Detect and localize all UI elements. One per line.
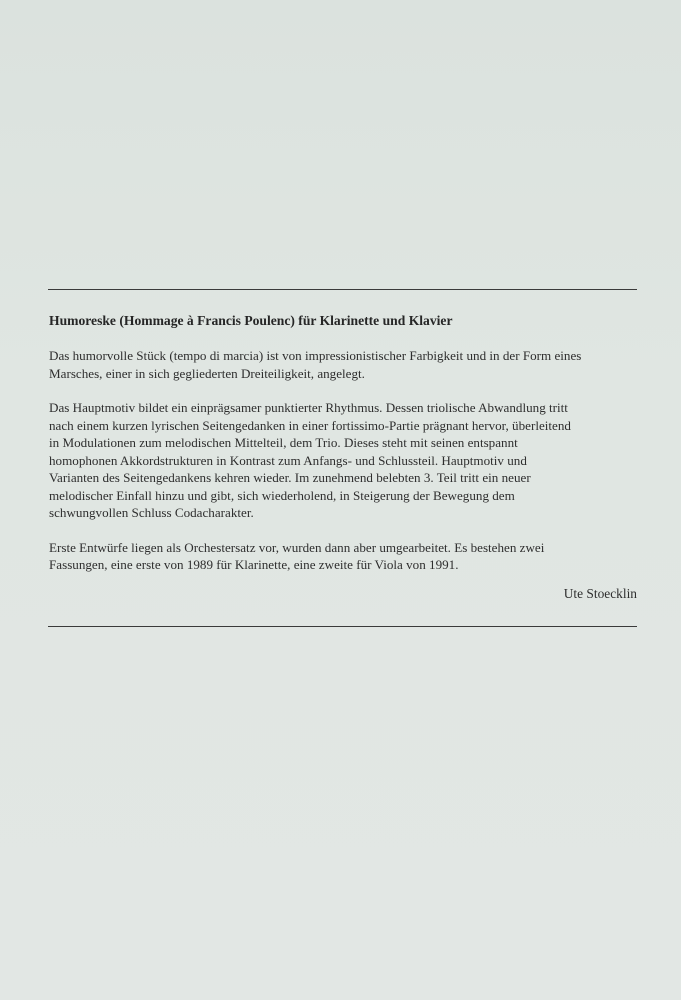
paragraph-line: Das humorvolle Stück (tempo di marcia) ist von impressionistischer Farbigkeit und in der Form eines (49, 348, 582, 363)
paragraph-line: Marsches, einer in sich gegliederten Dreiteiligkeit, angelegt. (49, 365, 365, 381)
paragraph-2 (49, 399, 639, 522)
paragraph-line: schwungvollen Schluss Codacharakter. (49, 505, 254, 520)
text-block (49, 312, 639, 591)
paragraph-1 (49, 347, 639, 382)
piece-title: Humoreske (Hommage à Francis Poulenc) für Klarinette und Klavier (49, 313, 453, 328)
bottom-divider (48, 626, 637, 627)
paragraph-line: Varianten des Seitengedankens kehren wieder. Im zunehmend belebten 3. Teil tritt ein neuer (49, 470, 531, 485)
paragraph-line: nach einem kurzen lyrischen Seitengedanken in einer fortissimo-Partie prägnant hervor, überleitend (49, 417, 571, 433)
author-signature: Ute Stoecklin (563, 586, 637, 601)
top-divider (48, 289, 637, 290)
paragraph-line: melodischer Einfall hinzu und gibt, sich wiederholend, in Steigerung der Bewegung dem (49, 487, 515, 503)
paragraph-line: Erste Entwürfe liegen als Orchestersatz vor, wurden dann aber umgearbeitet. Es bestehen zwei (49, 539, 545, 555)
paragraph-line: in Modulationen zum melodischen Mittelteil, dem Trio. Dieses steht mit seinen entspannt (49, 435, 518, 450)
paragraph-line: Fassungen, eine erste von 1989 für Klarinette, eine zweite für Viola von 1991. (49, 557, 459, 572)
paragraph-3 (49, 539, 639, 574)
paragraph-line: homophonen Akkordstrukturen in Kontrast zum Anfangs- und Schlussteil. Hauptmotiv und (49, 452, 527, 468)
paragraph-line: Das Hauptmotiv bildet ein einprägsamer punktierter Rhythmus. Dessen triolische Abwandlung tritt (49, 400, 568, 415)
